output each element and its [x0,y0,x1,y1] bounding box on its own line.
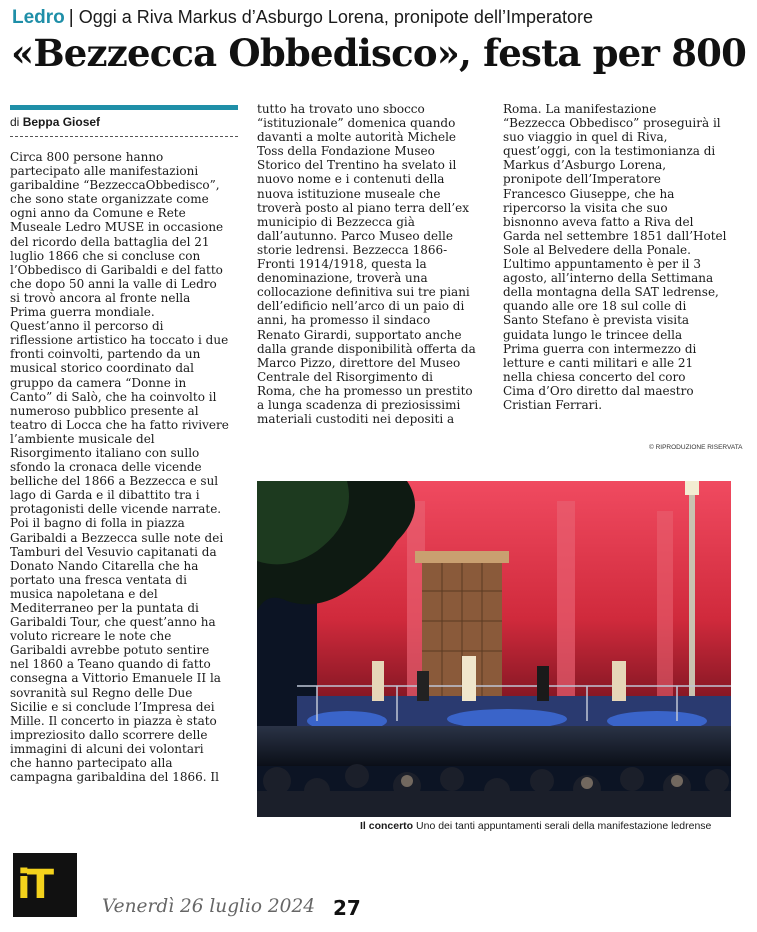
article-text-line: quest’oggi, con la testimonianza di [503,144,716,159]
caption-text: Uno dei tanti appuntamenti serali della manifestazione ledrense [416,820,712,832]
copyright-notice: © RIPRODUZIONE RISERVATA [649,444,743,451]
author-name[interactable]: Beppa Giosef [22,115,101,129]
article-text-line: campagna garibaldina del 1866. Il [10,770,219,785]
article-column-2 [257,102,489,426]
article-text-line: portato una fresca ventata di [10,572,187,587]
article-text-line: “istituzionale” domenica quando [257,116,456,131]
article-text-line: musica napoletana e del [10,586,158,601]
kicker [12,6,593,29]
article-text-line: troverà posto al piano terra dell’ex [257,200,470,215]
article-headline: «Bezzecca Obbedisco», festa per 800 [11,31,747,75]
article-text-line: dalla grande disponibilità offerta da [257,341,476,356]
article-text-line: guidata lungo le trincee della [503,327,683,342]
article-text-line: consegna a Vittorio Emanuele II la [10,671,221,686]
article-text-line: voluto ricreare le note che [10,629,172,644]
article-text-line: Roma. La manifestazione [503,102,657,116]
article-text-line: materiali custoditi nei depositi a [257,412,455,427]
article-text-line: Santo Stefano è prevista visita [503,313,690,328]
article-text-line: Tamburi del Vesuvio capitanati da [10,544,217,559]
article-text-line: gruppo da camera “Donne in [10,375,187,390]
kicker-separator: | [68,7,74,28]
article-text-line: Toss della Fondazione Museo [257,144,435,159]
article-text-line: bisnonno aveva fatto a Riva del [503,214,694,229]
article-text-line: Garibaldi Tour, che quest’anno ha [10,615,216,630]
photo-caption [360,820,711,832]
article-column-1 [10,150,242,784]
article-text-line: Garda nel settembre 1851 dall’Hotel [503,228,727,243]
article-text-line: Roma, che ha promesso un prestito [257,383,473,398]
article-column-3 [503,102,735,412]
article-text-line: L’ultimo appuntamento è per il 3 [503,257,701,272]
article-text-line: Sicilie e si conclude l’Impresa dei [10,699,215,714]
article-text-line: Fronti 1914/1918, questa la [257,257,427,272]
article-text-line: tutto ha trovato uno sbocco [257,102,425,116]
article-text-line: l’ambiente musicale del [10,431,155,446]
article-text-line: ripercorso la visita che suo [503,200,668,215]
article-text-line: l’Obbedisco di Garibaldi e del fatto [10,262,223,277]
article-text-line: Quest’anno il percorso di [10,319,164,334]
article-text-line: Cristian Ferrari. [503,397,603,412]
byline [10,113,238,137]
article-text-line: quando alle ore 18 sul colle di [503,299,687,314]
article-text-line: Mille. Il concerto in piazza è stato [10,713,217,728]
article-text-line: del ricordo della battaglia del 21 [10,234,210,249]
subheading: Oggi a Riva Markus d’Asburgo Lorena, pronipote dell’Imperatore [78,7,593,27]
article-text-line: garibaldine “BezzeccaObbedisco”, [10,178,220,193]
article-text-line: municipio di Bezzecca già [257,214,415,229]
article-text-line: Centrale del Risorgimento di [257,369,434,384]
article-text-line: Marco Pizzo, direttore del Museo [257,355,461,370]
article-text-line: nuova istituzione museale che [257,186,441,201]
article-text-line: Circa 800 persone hanno [10,150,164,164]
article-text-line: partecipato alle manifestazioni [10,164,199,179]
article-text-line: Storico del Trentino ha svelato il [257,158,457,173]
article-text-line: luglio 1866 che si concluse con [10,248,201,263]
article-text-line: protagonisti delle vicende narrate. [10,502,222,517]
article-text-line: belliche del 1866 a Bezzecca e sul [10,474,219,489]
section-label[interactable]: Ledro [12,7,65,28]
article-text-line: Prima guerra mondiale. [10,305,155,320]
article-text-line: dall’autunno. Parco Museo delle [257,228,453,243]
concert-photo-illustration [257,481,731,817]
byline-prefix: di [10,115,20,129]
article-text-line: nella chiesa concerto del coro [503,369,686,384]
article-text-line: che sono state organizzate come [10,192,209,207]
facade-pilaster [557,501,575,711]
article-text-line: nuovo nome e i contenuti della [257,172,445,187]
article-text-line: agosto, all’interno della Settimana [503,271,714,286]
article-text-line: Mediterraneo per la puntata di [10,601,199,615]
article-text-line: lago di Garda e il dibattito tra i [10,488,200,503]
stairs [257,726,731,766]
concert-photo[interactable] [257,481,731,817]
article-text-line: Prima guerra con intermezzo di [503,341,697,356]
article-text-line: Garibaldi avrebbe potuto sentire [10,643,210,658]
article-text-line: Poi il bagno di folla in piazza [10,516,185,531]
article-text-line: impreziosito dallo scorrere delle [10,727,208,742]
article-text-line: riflessione artistico ha toccato i due [10,333,229,348]
article-text-line: dell’edificio nell’arco di un paio di [257,299,465,314]
issue-date: Venerdì 26 luglio 2024 [102,896,315,917]
article-text-line: sfondo la cronaca delle vicende [10,460,202,475]
article-text-line: immagini di alcuni dei volontari [10,741,204,756]
article-text-line: teatro di Locca che ha fatto rivivere [10,417,229,432]
article-text-line: nel 1860 a Teano quando di fatto [10,657,211,672]
article-text-line: ogni anno da Comune e Rete [10,206,186,221]
article-text-line: Francesco Giuseppe, che ha [503,186,675,201]
article-text-line: davanti a molte autorità Michele [257,130,457,145]
article-text-line: che dopo 50 anni la valle di Ledro [10,276,217,291]
article-text-line: Markus d’Asburgo Lorena, [503,158,667,173]
article-text-line: a lunga scadenza di preziosissimi [257,397,461,412]
article-text-line: Donato Nando Citarella che ha [10,558,199,573]
article-text-line: storie ledrensi. Bezzecca 1866- [257,242,448,257]
logo-text: iT [17,862,50,908]
newspaper-logo[interactable] [13,853,77,917]
article-text-line: numeroso pubblico presente al [10,403,199,418]
byline-accent-bar [10,105,238,110]
page-number: 27 [333,896,361,920]
article-text-line: fronti coinvolti, partendo da un [10,347,201,362]
facade-pilaster [657,511,673,711]
article-text-line: che hanno partecipato alla [10,756,173,771]
article-text-line: pronipote dell’Imperatore [503,172,661,187]
article-text-line: Canto” di Salò, che ha coinvolto il [10,389,217,404]
lamp-head [685,481,699,495]
article-text-line: musical storico coordinato dal [10,361,195,376]
article-text-line: collocazione definitiva sui tre piani [257,285,470,300]
article-text-line: “Bezzecca Obbedisco” proseguirà il [503,116,721,131]
article-text-line: della montagna della SAT ledrense, [503,285,719,300]
door-frame [415,551,509,563]
article-text-line: si trovò ancora al fronte nella [10,290,191,305]
article-text-line: Garibaldi a Bezzecca sulle note dei [10,530,224,545]
article-text-line: suo viaggio in quel di Riva, [503,130,668,145]
article-text-line: sovranità sul Regno delle Due [10,685,193,700]
article-text-line: letture e canti militari e alle 21 [503,355,694,370]
caption-title: Il concerto [360,820,414,832]
article-text-line: anni, ha promesso il sindaco [257,313,431,328]
article-text-line: Renato Girardi, supportato anche [257,327,462,342]
article-text-line: Museale Ledro MUSE in occasione [10,220,224,235]
article-text-line: Sole al Belvedere della Ponale. [503,242,691,257]
article-text-line: Cima d’Oro diretto dal maestro [503,383,694,398]
article-text-line: Risorgimento italiano con sullo [10,445,200,460]
article-text-line: denominazione, troverà una [257,271,428,286]
